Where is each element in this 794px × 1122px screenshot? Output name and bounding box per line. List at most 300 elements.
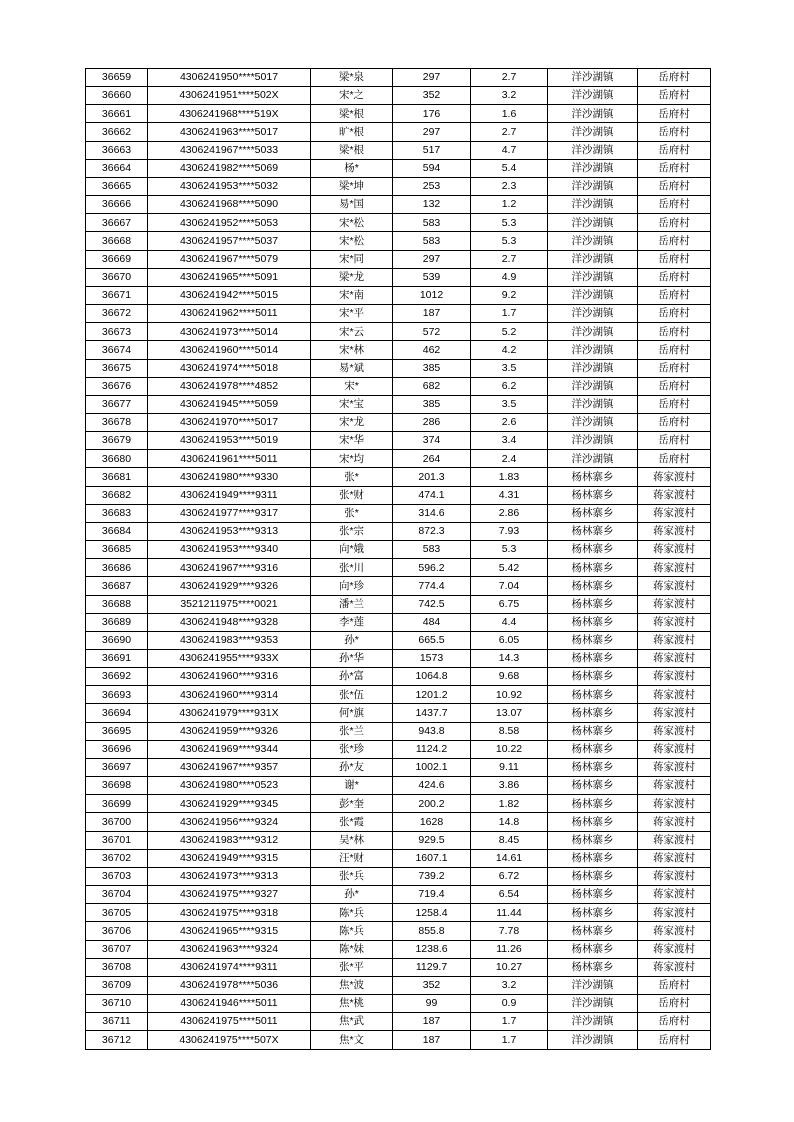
id-number-cell: 4306241974****9311 <box>148 958 311 976</box>
amount-cell: 352 <box>393 87 471 105</box>
table-row <box>86 577 711 595</box>
village-cell: 岳府村 <box>638 177 711 195</box>
village-cell: 蒋家渡村 <box>638 904 711 922</box>
amount-cell: 774.4 <box>393 577 471 595</box>
village-cell: 岳府村 <box>638 323 711 341</box>
town-cell: 杨林寨乡 <box>548 468 638 486</box>
table-row <box>86 486 711 504</box>
name-cell: 彭*奎 <box>311 795 393 813</box>
village-cell: 岳府村 <box>638 105 711 123</box>
table-row <box>86 976 711 994</box>
amount-cell: 1238.6 <box>393 940 471 958</box>
amount-cell: 943.8 <box>393 722 471 740</box>
rate-cell: 2.6 <box>471 413 548 431</box>
rate-cell: 5.4 <box>471 159 548 177</box>
town-cell: 杨林寨乡 <box>548 740 638 758</box>
rate-cell: 6.72 <box>471 867 548 885</box>
town-cell: 杨林寨乡 <box>548 795 638 813</box>
village-cell: 岳府村 <box>638 196 711 214</box>
village-cell: 岳府村 <box>638 232 711 250</box>
town-cell: 杨林寨乡 <box>548 831 638 849</box>
id-number-cell: 4306241929****9345 <box>148 795 311 813</box>
id-number-cell: 4306241962****5011 <box>148 305 311 323</box>
seq-cell: 36700 <box>86 813 148 831</box>
id-number-cell: 4306241975****507X <box>148 1031 311 1050</box>
name-cell: 张*宗 <box>311 522 393 540</box>
id-number-cell: 4306241960****9316 <box>148 668 311 686</box>
table-row <box>86 141 711 159</box>
village-cell: 蒋家渡村 <box>638 468 711 486</box>
town-cell: 洋沙湖镇 <box>548 305 638 323</box>
town-cell: 洋沙湖镇 <box>548 87 638 105</box>
table-row <box>86 413 711 431</box>
seq-cell: 36673 <box>86 323 148 341</box>
table-row <box>86 650 711 668</box>
amount-cell: 424.6 <box>393 777 471 795</box>
amount-cell: 1201.2 <box>393 686 471 704</box>
seq-cell: 36711 <box>86 1013 148 1031</box>
town-cell: 杨林寨乡 <box>548 577 638 595</box>
rate-cell: 9.2 <box>471 286 548 304</box>
seq-cell: 36689 <box>86 613 148 631</box>
amount-cell: 1573 <box>393 650 471 668</box>
town-cell: 洋沙湖镇 <box>548 323 638 341</box>
name-cell: 孙* <box>311 886 393 904</box>
seq-cell: 36681 <box>86 468 148 486</box>
table-row <box>86 795 711 813</box>
amount-cell: 352 <box>393 976 471 994</box>
table-row <box>86 214 711 232</box>
seq-cell: 36691 <box>86 650 148 668</box>
town-cell: 洋沙湖镇 <box>548 232 638 250</box>
rate-cell: 0.9 <box>471 994 548 1012</box>
name-cell: 宋*松 <box>311 214 393 232</box>
village-cell: 蒋家渡村 <box>638 777 711 795</box>
village-cell: 蒋家渡村 <box>638 631 711 649</box>
amount-cell: 1064.8 <box>393 668 471 686</box>
seq-cell: 36667 <box>86 214 148 232</box>
id-number-cell: 4306241968****519X <box>148 105 311 123</box>
table-row <box>86 994 711 1012</box>
town-cell: 杨林寨乡 <box>548 940 638 958</box>
table-row <box>86 958 711 976</box>
rate-cell: 6.05 <box>471 631 548 649</box>
table-row <box>86 432 711 450</box>
name-cell: 汪*财 <box>311 849 393 867</box>
village-cell: 蒋家渡村 <box>638 758 711 776</box>
amount-cell: 297 <box>393 123 471 141</box>
rate-cell: 4.7 <box>471 141 548 159</box>
id-number-cell: 4306241965****5091 <box>148 268 311 286</box>
village-cell: 岳府村 <box>638 305 711 323</box>
amount-cell: 286 <box>393 413 471 431</box>
seq-cell: 36685 <box>86 541 148 559</box>
name-cell: 焦*文 <box>311 1031 393 1050</box>
seq-cell: 36693 <box>86 686 148 704</box>
id-number-cell: 4306241977****9317 <box>148 504 311 522</box>
rate-cell: 13.07 <box>471 704 548 722</box>
rate-cell: 7.78 <box>471 922 548 940</box>
town-cell: 洋沙湖镇 <box>548 341 638 359</box>
table-row <box>86 341 711 359</box>
seq-cell: 36690 <box>86 631 148 649</box>
id-number-cell: 4306241946****5011 <box>148 994 311 1012</box>
seq-cell: 36682 <box>86 486 148 504</box>
town-cell: 洋沙湖镇 <box>548 413 638 431</box>
name-cell: 宋*云 <box>311 323 393 341</box>
town-cell: 洋沙湖镇 <box>548 432 638 450</box>
table-row <box>86 849 711 867</box>
table-row <box>86 541 711 559</box>
amount-cell: 572 <box>393 323 471 341</box>
town-cell: 杨林寨乡 <box>548 722 638 740</box>
name-cell: 张*兵 <box>311 867 393 885</box>
id-number-cell: 4306241967****5033 <box>148 141 311 159</box>
seq-cell: 36669 <box>86 250 148 268</box>
rate-cell: 1.2 <box>471 196 548 214</box>
amount-cell: 462 <box>393 341 471 359</box>
seq-cell: 36710 <box>86 994 148 1012</box>
name-cell: 张* <box>311 504 393 522</box>
town-cell: 杨林寨乡 <box>548 813 638 831</box>
town-cell: 杨林寨乡 <box>548 867 638 885</box>
seq-cell: 36684 <box>86 522 148 540</box>
name-cell: 宋*同 <box>311 250 393 268</box>
amount-cell: 583 <box>393 541 471 559</box>
name-cell: 张*珍 <box>311 740 393 758</box>
name-cell: 吴*林 <box>311 831 393 849</box>
seq-cell: 36661 <box>86 105 148 123</box>
amount-cell: 1607.1 <box>393 849 471 867</box>
rate-cell: 14.3 <box>471 650 548 668</box>
town-cell: 洋沙湖镇 <box>548 395 638 413</box>
table-row <box>86 722 711 740</box>
seq-cell: 36704 <box>86 886 148 904</box>
rate-cell: 1.83 <box>471 468 548 486</box>
town-cell: 杨林寨乡 <box>548 904 638 922</box>
village-cell: 蒋家渡村 <box>638 867 711 885</box>
name-cell: 宋*华 <box>311 432 393 450</box>
id-number-cell: 4306241967****5079 <box>148 250 311 268</box>
id-number-cell: 4306241963****5017 <box>148 123 311 141</box>
seq-cell: 36701 <box>86 831 148 849</box>
id-number-cell: 4306241967****9316 <box>148 559 311 577</box>
table-row <box>86 323 711 341</box>
seq-cell: 36686 <box>86 559 148 577</box>
id-number-cell: 4306241960****5014 <box>148 341 311 359</box>
id-number-cell: 4306241975****9327 <box>148 886 311 904</box>
rate-cell: 9.68 <box>471 668 548 686</box>
rate-cell: 8.58 <box>471 722 548 740</box>
seq-cell: 36664 <box>86 159 148 177</box>
village-cell: 蒋家渡村 <box>638 922 711 940</box>
name-cell: 张*川 <box>311 559 393 577</box>
table-row <box>86 286 711 304</box>
town-cell: 杨林寨乡 <box>548 686 638 704</box>
amount-cell: 1628 <box>393 813 471 831</box>
id-number-cell: 4306241959****9326 <box>148 722 311 740</box>
table-row <box>86 468 711 486</box>
table-row <box>86 268 711 286</box>
rate-cell: 3.2 <box>471 976 548 994</box>
name-cell: 张*霞 <box>311 813 393 831</box>
rate-cell: 4.4 <box>471 613 548 631</box>
town-cell: 洋沙湖镇 <box>548 141 638 159</box>
village-cell: 岳府村 <box>638 87 711 105</box>
amount-cell: 474.1 <box>393 486 471 504</box>
name-cell: 孙*友 <box>311 758 393 776</box>
id-number-cell: 4306241967****9357 <box>148 758 311 776</box>
name-cell: 何*旗 <box>311 704 393 722</box>
rate-cell: 2.7 <box>471 123 548 141</box>
table-row <box>86 904 711 922</box>
rate-cell: 6.2 <box>471 377 548 395</box>
rate-cell: 3.86 <box>471 777 548 795</box>
town-cell: 杨林寨乡 <box>548 595 638 613</box>
name-cell: 向*珍 <box>311 577 393 595</box>
rate-cell: 2.86 <box>471 504 548 522</box>
id-number-cell: 4306241973****5014 <box>148 323 311 341</box>
name-cell: 孙* <box>311 631 393 649</box>
table-row <box>86 377 711 395</box>
table-row <box>86 105 711 123</box>
village-cell: 岳府村 <box>638 359 711 377</box>
table-row <box>86 740 711 758</box>
town-cell: 杨林寨乡 <box>548 777 638 795</box>
id-number-cell: 4306241953****9313 <box>148 522 311 540</box>
name-cell: 张*兰 <box>311 722 393 740</box>
amount-cell: 201.3 <box>393 468 471 486</box>
name-cell: 焦*桃 <box>311 994 393 1012</box>
village-cell: 蒋家渡村 <box>638 559 711 577</box>
rate-cell: 1.82 <box>471 795 548 813</box>
village-cell: 岳府村 <box>638 976 711 994</box>
town-cell: 洋沙湖镇 <box>548 196 638 214</box>
id-number-cell: 4306241952****5053 <box>148 214 311 232</box>
seq-cell: 36679 <box>86 432 148 450</box>
rate-cell: 3.4 <box>471 432 548 450</box>
amount-cell: 187 <box>393 1013 471 1031</box>
records-table <box>85 68 711 1050</box>
name-cell: 易*斌 <box>311 359 393 377</box>
seq-cell: 36706 <box>86 922 148 940</box>
village-cell: 岳府村 <box>638 413 711 431</box>
table-row <box>86 250 711 268</box>
id-number-cell: 4306241975****5011 <box>148 1013 311 1031</box>
name-cell: 宋*宝 <box>311 395 393 413</box>
seq-cell: 36695 <box>86 722 148 740</box>
table-row <box>86 305 711 323</box>
table-row <box>86 1031 711 1050</box>
rate-cell: 2.7 <box>471 250 548 268</box>
seq-cell: 36703 <box>86 867 148 885</box>
town-cell: 洋沙湖镇 <box>548 214 638 232</box>
table-row <box>86 758 711 776</box>
name-cell: 李*莲 <box>311 613 393 631</box>
town-cell: 杨林寨乡 <box>548 758 638 776</box>
rate-cell: 14.61 <box>471 849 548 867</box>
town-cell: 杨林寨乡 <box>548 849 638 867</box>
village-cell: 岳府村 <box>638 395 711 413</box>
id-number-cell: 4306241965****9315 <box>148 922 311 940</box>
village-cell: 岳府村 <box>638 141 711 159</box>
table-row <box>86 813 711 831</box>
town-cell: 杨林寨乡 <box>548 922 638 940</box>
village-cell: 蒋家渡村 <box>638 740 711 758</box>
village-cell: 岳府村 <box>638 286 711 304</box>
seq-cell: 36699 <box>86 795 148 813</box>
village-cell: 岳府村 <box>638 268 711 286</box>
name-cell: 宋* <box>311 377 393 395</box>
id-number-cell: 4306241957****5037 <box>148 232 311 250</box>
name-cell: 陈*妹 <box>311 940 393 958</box>
amount-cell: 1002.1 <box>393 758 471 776</box>
amount-cell: 1258.4 <box>393 904 471 922</box>
town-cell: 洋沙湖镇 <box>548 359 638 377</box>
village-cell: 蒋家渡村 <box>638 704 711 722</box>
seq-cell: 36666 <box>86 196 148 214</box>
id-number-cell: 4306241955****933X <box>148 650 311 668</box>
seq-cell: 36665 <box>86 177 148 195</box>
town-cell: 杨林寨乡 <box>548 504 638 522</box>
amount-cell: 385 <box>393 359 471 377</box>
village-cell: 蒋家渡村 <box>638 813 711 831</box>
seq-cell: 36677 <box>86 395 148 413</box>
rate-cell: 3.5 <box>471 395 548 413</box>
seq-cell: 36659 <box>86 69 148 87</box>
table-row <box>86 613 711 631</box>
village-cell: 岳府村 <box>638 432 711 450</box>
village-cell: 岳府村 <box>638 1013 711 1031</box>
id-number-cell: 4306241945****5059 <box>148 395 311 413</box>
table-row <box>86 359 711 377</box>
town-cell: 洋沙湖镇 <box>548 450 638 468</box>
rate-cell: 5.3 <box>471 541 548 559</box>
id-number-cell: 4306241980****9330 <box>148 468 311 486</box>
name-cell: 谢* <box>311 777 393 795</box>
town-cell: 洋沙湖镇 <box>548 268 638 286</box>
rate-cell: 10.92 <box>471 686 548 704</box>
id-number-cell: 3521211975****0021 <box>148 595 311 613</box>
town-cell: 杨林寨乡 <box>548 486 638 504</box>
name-cell: 易*国 <box>311 196 393 214</box>
village-cell: 岳府村 <box>638 159 711 177</box>
table-row <box>86 704 711 722</box>
amount-cell: 99 <box>393 994 471 1012</box>
seq-cell: 36675 <box>86 359 148 377</box>
village-cell: 蒋家渡村 <box>638 650 711 668</box>
rate-cell: 2.7 <box>471 69 548 87</box>
table-row <box>86 159 711 177</box>
id-number-cell: 4306241953****9340 <box>148 541 311 559</box>
town-cell: 杨林寨乡 <box>548 559 638 577</box>
seq-cell: 36671 <box>86 286 148 304</box>
name-cell: 宋*龙 <box>311 413 393 431</box>
rate-cell: 6.75 <box>471 595 548 613</box>
id-number-cell: 4306241980****0523 <box>148 777 311 795</box>
village-cell: 蒋家渡村 <box>638 722 711 740</box>
amount-cell: 583 <box>393 214 471 232</box>
seq-cell: 36663 <box>86 141 148 159</box>
amount-cell: 1129.7 <box>393 958 471 976</box>
rate-cell: 1.7 <box>471 1031 548 1050</box>
id-number-cell: 4306241969****9344 <box>148 740 311 758</box>
rate-cell: 6.54 <box>471 886 548 904</box>
seq-cell: 36712 <box>86 1031 148 1050</box>
village-cell: 蒋家渡村 <box>638 940 711 958</box>
table-row <box>86 177 711 195</box>
village-cell: 蒋家渡村 <box>638 613 711 631</box>
rate-cell: 9.11 <box>471 758 548 776</box>
town-cell: 洋沙湖镇 <box>548 1013 638 1031</box>
village-cell: 蒋家渡村 <box>638 886 711 904</box>
town-cell: 杨林寨乡 <box>548 704 638 722</box>
table-row <box>86 87 711 105</box>
id-number-cell: 4306241978****5036 <box>148 976 311 994</box>
seq-cell: 36660 <box>86 87 148 105</box>
rate-cell: 11.26 <box>471 940 548 958</box>
amount-cell: 855.8 <box>393 922 471 940</box>
table-row <box>86 395 711 413</box>
amount-cell: 517 <box>393 141 471 159</box>
town-cell: 洋沙湖镇 <box>548 1031 638 1050</box>
seq-cell: 36688 <box>86 595 148 613</box>
id-number-cell: 4306241949****9315 <box>148 849 311 867</box>
amount-cell: 594 <box>393 159 471 177</box>
town-cell: 杨林寨乡 <box>548 522 638 540</box>
seq-cell: 36687 <box>86 577 148 595</box>
amount-cell: 596.2 <box>393 559 471 577</box>
id-number-cell: 4306241950****5017 <box>148 69 311 87</box>
id-number-cell: 4306241948****9328 <box>148 613 311 631</box>
table-row <box>86 886 711 904</box>
rate-cell: 2.4 <box>471 450 548 468</box>
village-cell: 岳府村 <box>638 377 711 395</box>
village-cell: 岳府村 <box>638 214 711 232</box>
amount-cell: 297 <box>393 69 471 87</box>
amount-cell: 1437.7 <box>393 704 471 722</box>
table-row <box>86 940 711 958</box>
rate-cell: 1.6 <box>471 105 548 123</box>
name-cell: 陈*兵 <box>311 922 393 940</box>
id-number-cell: 4306241974****5018 <box>148 359 311 377</box>
village-cell: 岳府村 <box>638 69 711 87</box>
id-number-cell: 4306241983****9353 <box>148 631 311 649</box>
amount-cell: 484 <box>393 613 471 631</box>
rate-cell: 7.93 <box>471 522 548 540</box>
rate-cell: 4.31 <box>471 486 548 504</box>
table-row <box>86 69 711 87</box>
seq-cell: 36674 <box>86 341 148 359</box>
id-number-cell: 4306241979****931X <box>148 704 311 722</box>
village-cell: 蒋家渡村 <box>638 486 711 504</box>
name-cell: 梁*根 <box>311 105 393 123</box>
rate-cell: 5.2 <box>471 323 548 341</box>
rate-cell: 5.42 <box>471 559 548 577</box>
id-number-cell: 4306241961****5011 <box>148 450 311 468</box>
id-number-cell: 4306241929****9326 <box>148 577 311 595</box>
name-cell: 陈*兵 <box>311 904 393 922</box>
table-row <box>86 522 711 540</box>
amount-cell: 297 <box>393 250 471 268</box>
name-cell: 宋*均 <box>311 450 393 468</box>
amount-cell: 374 <box>393 432 471 450</box>
rate-cell: 10.22 <box>471 740 548 758</box>
village-cell: 蒋家渡村 <box>638 795 711 813</box>
name-cell: 焦*武 <box>311 1013 393 1031</box>
table-row <box>86 123 711 141</box>
town-cell: 洋沙湖镇 <box>548 286 638 304</box>
